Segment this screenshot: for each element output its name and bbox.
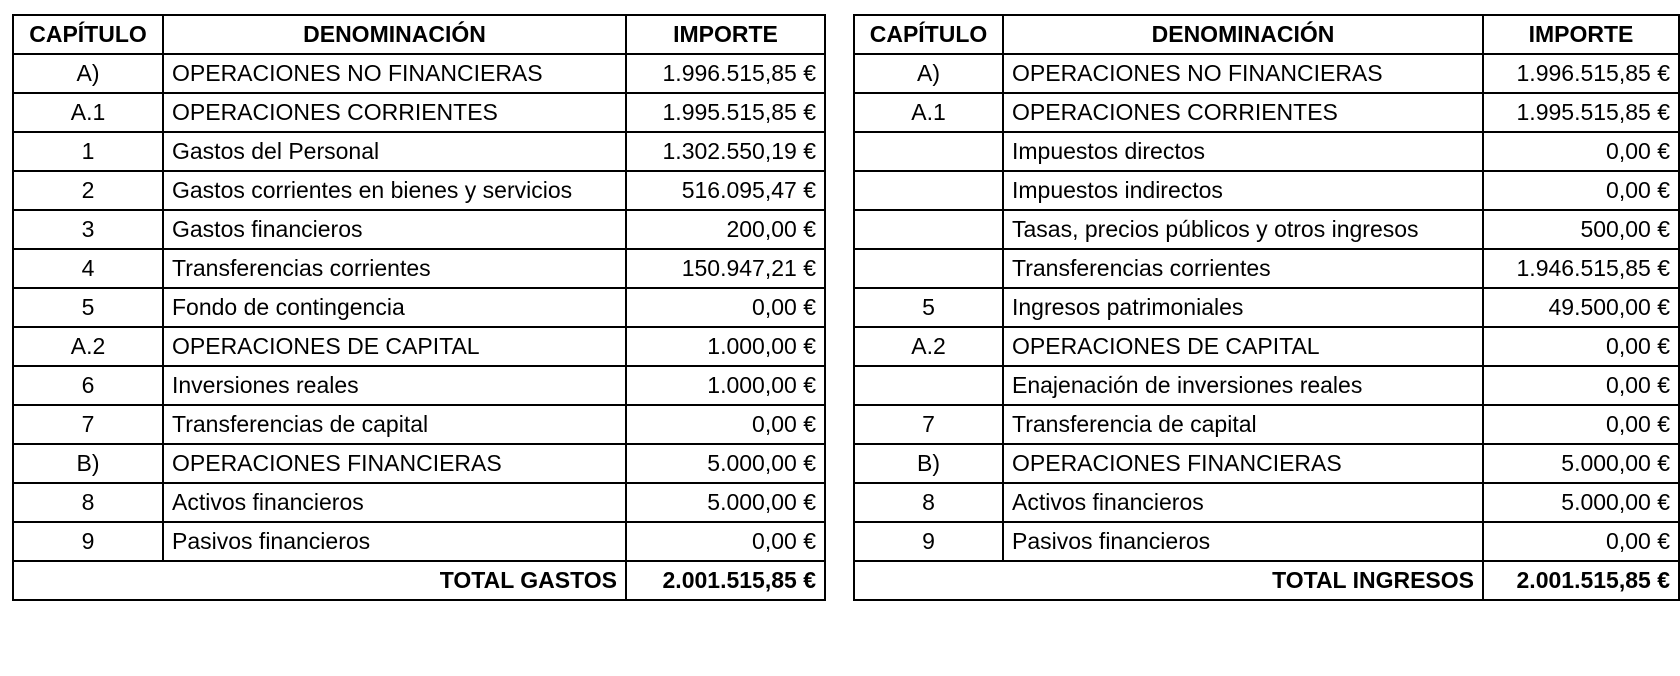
header-row [854,15,1679,54]
denominacion-cell: Ingresos patrimoniales [1003,288,1483,327]
importe-cell: 0,00 € [1483,132,1679,171]
table-row [13,483,825,522]
denominacion-cell: OPERACIONES FINANCIERAS [1003,444,1483,483]
capitulo-cell: A.2 [13,327,163,366]
importe-cell: 150.947,21 € [626,249,825,288]
denominacion-cell: Transferencias corrientes [1003,249,1483,288]
table-row [854,405,1679,444]
table-row [854,288,1679,327]
importe-cell: 516.095,47 € [626,171,825,210]
importe-cell: 1.000,00 € [626,327,825,366]
gastos-table [12,14,826,601]
importe-cell: 1.946.515,85 € [1483,249,1679,288]
capitulo-cell: B) [13,444,163,483]
importe-cell: 200,00 € [626,210,825,249]
capitulo-cell: 8 [854,483,1003,522]
importe-cell: 1.996.515,85 € [1483,54,1679,93]
denominacion-cell: OPERACIONES DE CAPITAL [1003,327,1483,366]
denominacion-cell: Transferencias de capital [163,405,626,444]
capitulo-cell: 1 [13,132,163,171]
capitulo-cell: 2 [13,171,163,210]
total-row [13,561,825,600]
capitulo-cell: A) [854,54,1003,93]
table-row [854,444,1679,483]
capitulo-cell: 9 [854,522,1003,561]
table-row [13,522,825,561]
importe-cell: 1.996.515,85 € [626,54,825,93]
capitulo-cell [854,249,1003,288]
denominacion-cell: OPERACIONES CORRIENTES [163,93,626,132]
header-capitulo: CAPÍTULO [13,15,163,54]
importe-cell: 0,00 € [1483,405,1679,444]
table-row [13,405,825,444]
importe-cell: 1.995.515,85 € [626,93,825,132]
denominacion-cell: Enajenación de inversiones reales [1003,366,1483,405]
capitulo-cell: 7 [13,405,163,444]
importe-cell: 0,00 € [626,288,825,327]
capitulo-cell [854,210,1003,249]
header-capitulo: CAPÍTULO [854,15,1003,54]
capitulo-cell: 6 [13,366,163,405]
table-row [13,93,825,132]
denominacion-cell: OPERACIONES CORRIENTES [1003,93,1483,132]
total-ingresos-value: 2.001.515,85 € [1483,561,1679,600]
table-row [854,327,1679,366]
table-row [854,483,1679,522]
importe-cell: 5.000,00 € [1483,444,1679,483]
capitulo-cell: 5 [13,288,163,327]
total-ingresos-label: TOTAL INGRESOS [854,561,1483,600]
table-row [13,288,825,327]
table-row [13,171,825,210]
table-row [854,171,1679,210]
denominacion-cell: OPERACIONES FINANCIERAS [163,444,626,483]
importe-cell: 0,00 € [1483,522,1679,561]
importe-cell: 1.995.515,85 € [1483,93,1679,132]
importe-cell: 1.000,00 € [626,366,825,405]
importe-cell: 0,00 € [626,522,825,561]
importe-cell: 5.000,00 € [1483,483,1679,522]
capitulo-cell: A.2 [854,327,1003,366]
denominacion-cell: Tasas, precios públicos y otros ingresos [1003,210,1483,249]
capitulo-cell: 8 [13,483,163,522]
denominacion-cell: Gastos del Personal [163,132,626,171]
table-row [854,522,1679,561]
denominacion-cell: OPERACIONES DE CAPITAL [163,327,626,366]
denominacion-cell: Gastos corrientes en bienes y servicios [163,171,626,210]
table-row [13,132,825,171]
ingresos-rows [854,54,1679,561]
table-row [13,444,825,483]
header-row [13,15,825,54]
header-denominacion: DENOMINACIÓN [1003,15,1483,54]
importe-cell: 49.500,00 € [1483,288,1679,327]
gastos-rows [13,54,825,561]
denominacion-cell: Impuestos indirectos [1003,171,1483,210]
table-row [13,327,825,366]
importe-cell: 5.000,00 € [626,444,825,483]
denominacion-cell: Inversiones reales [163,366,626,405]
denominacion-cell: OPERACIONES NO FINANCIERAS [163,54,626,93]
table-row [854,54,1679,93]
capitulo-cell: A.1 [854,93,1003,132]
capitulo-cell: 7 [854,405,1003,444]
importe-cell: 0,00 € [1483,327,1679,366]
header-importe: IMPORTE [1483,15,1679,54]
table-row [13,54,825,93]
denominacion-cell: Transferencia de capital [1003,405,1483,444]
capitulo-cell [854,171,1003,210]
capitulo-cell: A.1 [13,93,163,132]
importe-cell: 0,00 € [626,405,825,444]
capitulo-cell: 9 [13,522,163,561]
table-row [854,210,1679,249]
table-row [854,132,1679,171]
denominacion-cell: Pasivos financieros [1003,522,1483,561]
importe-cell: 500,00 € [1483,210,1679,249]
denominacion-cell: Impuestos directos [1003,132,1483,171]
capitulo-cell: 4 [13,249,163,288]
capitulo-cell: B) [854,444,1003,483]
denominacion-cell: Pasivos financieros [163,522,626,561]
denominacion-cell: Gastos financieros [163,210,626,249]
table-row [13,249,825,288]
total-row [854,561,1679,600]
denominacion-cell: Activos financieros [163,483,626,522]
importe-cell: 5.000,00 € [626,483,825,522]
capitulo-cell [854,366,1003,405]
table-row [13,210,825,249]
table-row [854,93,1679,132]
total-gastos-value: 2.001.515,85 € [626,561,825,600]
capitulo-cell: A) [13,54,163,93]
capitulo-cell: 3 [13,210,163,249]
importe-cell: 0,00 € [1483,171,1679,210]
capitulo-cell [854,132,1003,171]
denominacion-cell: OPERACIONES NO FINANCIERAS [1003,54,1483,93]
importe-cell: 1.302.550,19 € [626,132,825,171]
denominacion-cell: Fondo de contingencia [163,288,626,327]
header-denominacion: DENOMINACIÓN [163,15,626,54]
total-gastos-label: TOTAL GASTOS [13,561,626,600]
denominacion-cell: Transferencias corrientes [163,249,626,288]
importe-cell: 0,00 € [1483,366,1679,405]
ingresos-table [853,14,1680,601]
table-row [854,366,1679,405]
denominacion-cell: Activos financieros [1003,483,1483,522]
capitulo-cell: 5 [854,288,1003,327]
table-row [13,366,825,405]
table-row [854,249,1679,288]
header-importe: IMPORTE [626,15,825,54]
